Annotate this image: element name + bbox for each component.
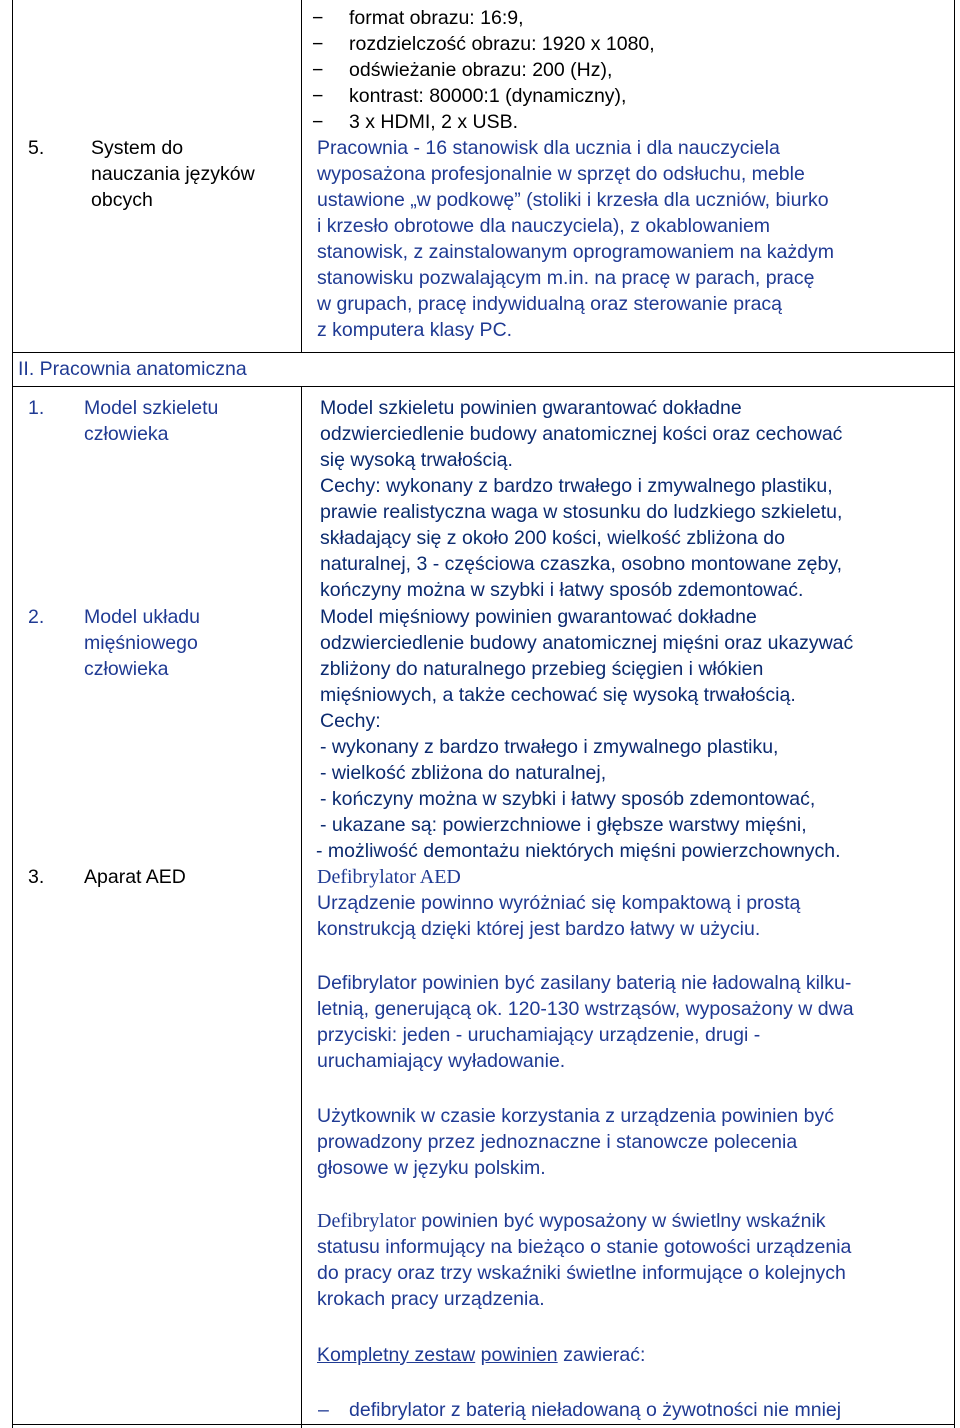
description-line: stanowisku pozwalającym m.in. na pracę w parach, pracę	[317, 267, 815, 289]
description-line: się wysoką trwałością.	[320, 449, 513, 471]
section-title: II. Pracownia anatomiczna	[18, 358, 247, 380]
description-line: statusu informujący na bieżąco o stanie gotowości urządzenia	[317, 1236, 852, 1258]
table-left-border	[12, 0, 13, 1428]
description-line: Użytkownik w czasie korzystania z urządzenia powinien być	[317, 1105, 834, 1127]
dash-bullet: −	[312, 59, 324, 81]
description-line: ustawione „w podkowę” (stoliki i krzesła dla uczniów, biurko	[317, 189, 829, 211]
spec-bullet: 3 x HDMI, 2 x USB.	[349, 111, 519, 133]
spec-bullet: odświeżanie obrazu: 200 (Hz),	[349, 59, 613, 81]
description-line	[317, 1208, 826, 1234]
row-number: 2.	[28, 606, 45, 628]
spec-bullet: format obrazu: 16:9,	[349, 7, 524, 29]
description-line: Cechy:	[320, 710, 381, 732]
description-line: i krzesło obrotowe dla nauczyciela), z okablowaniem	[317, 215, 771, 237]
description-line: głosowe w języku polskim.	[317, 1157, 546, 1179]
row-name-line: nauczania języków	[91, 163, 255, 185]
description-line: letnią, generującą ok. 120-130 wstrząsów, wyposażony w dwa	[317, 998, 854, 1020]
description-line: konstrukcją dzięki której jest bardzo łatwy w użyciu.	[317, 918, 761, 940]
kit-heading	[317, 1342, 645, 1368]
row-name: Aparat AED	[84, 866, 186, 888]
defibrylator-word: Defibrylator	[317, 1210, 416, 1232]
row-name-line: Model układu	[84, 606, 200, 628]
dash-bullet: −	[312, 33, 324, 55]
row-name-line: System do	[91, 137, 184, 159]
description-line: krokach pracy urządzenia.	[317, 1288, 545, 1310]
description-line: - kończyny można w szybki i łatwy sposób zdemontować,	[320, 788, 816, 810]
table-row-divider	[12, 386, 955, 387]
row-name-line: obcych	[91, 189, 153, 211]
description-line: Model mięśniowy powinien gwarantować dokładne	[320, 606, 757, 628]
description-line: Pracownia - 16 stanowisk dla ucznia i dla nauczyciela	[317, 137, 780, 159]
description-line: Cechy: wykonany z bardzo trwałego i zmywalnego plastiku,	[320, 475, 833, 497]
description-line: w grupach, pracę indywidualną oraz sterowanie pracą	[317, 293, 783, 315]
description-line: przyciski: jeden - uruchamiający urządzenie, drugi -	[317, 1024, 761, 1046]
description-line: prawie realistyczna waga w stosunku do ludzkiego szkieletu,	[320, 501, 843, 523]
description-line: kończyny można w szybki i łatwy sposób zdemontować.	[320, 579, 804, 601]
dash-bullet: –	[318, 1399, 329, 1421]
description-line: Defibrylator powinien być zasilany baterią nie ładowalną kilku-	[317, 972, 852, 994]
description-line: odzwierciedlenie budowy anatomicznej kości oraz cechować	[320, 423, 843, 445]
row-number: 1.	[28, 397, 45, 419]
description-line: - wielkość zbliżona do naturalnej,	[320, 762, 607, 784]
description-line: - możliwość demontażu niektórych mięśni powierzchownych.	[316, 840, 841, 862]
kit-heading-text: zawierać:	[563, 1344, 646, 1366]
description-line: z komputera klasy PC.	[317, 319, 513, 341]
row-name-line: Model szkieletu	[84, 397, 219, 419]
row-name-line: człowieka	[84, 423, 169, 445]
table-column-divider	[301, 0, 302, 352]
row-name-line: człowieka	[84, 658, 169, 680]
spec-bullet: rozdzielczość obrazu: 1920 x 1080,	[349, 33, 655, 55]
description-line: do pracy oraz trzy wskaźniki świetlne informujące o kolejnych	[317, 1262, 846, 1284]
table-row-divider	[12, 352, 955, 353]
description-line: - wykonany z bardzo trwałego i zmywalnego plastiku,	[320, 736, 779, 758]
table-row-divider	[12, 1424, 955, 1425]
kit-item: defibrylator z baterią nieładowaną o żywotności nie mniej	[349, 1399, 842, 1421]
table-column-divider	[301, 386, 302, 1428]
description-line: zbliżony do naturalnego przebieg ścięgien i włókien	[320, 658, 764, 680]
description-line: prowadzony przez jednoznaczne i stanowcze polecenia	[317, 1131, 798, 1153]
table-right-border	[954, 0, 955, 1428]
dash-bullet: −	[312, 7, 324, 29]
description-line: odzwierciedlenie budowy anatomicznej mięśni oraz ukazywać	[320, 632, 854, 654]
description-line: Model szkieletu powinien gwarantować dokładne	[320, 397, 742, 419]
description-line: mięśniowych, a także cechować się wysoką trwałością.	[320, 684, 796, 706]
spec-bullet: kontrast: 80000:1 (dynamiczny),	[349, 85, 627, 107]
description-text: powinien być wyposażony w świetlny wskaźnik	[415, 1210, 826, 1232]
dash-bullet: −	[312, 111, 324, 133]
description-line: naturalnej, 3 - częściowa czaszka, osobno montowane zęby,	[320, 553, 843, 575]
dash-bullet: −	[312, 85, 324, 107]
row-name-line: mięśniowego	[84, 632, 198, 654]
description-line: stanowisk, z zainstalowanym oprogramowaniem na każdym	[317, 241, 834, 263]
row-number: 3.	[28, 866, 45, 888]
kit-heading-underlined: powinien	[480, 1344, 558, 1366]
description-line: wyposażona profesjonalnie w sprzęt do odsłuchu, meble	[317, 163, 805, 185]
row-number: 5.	[28, 137, 45, 159]
description-line: - ukazane są: powierzchniowe i głębsze warstwy mięśni,	[320, 814, 807, 836]
description-line: Urządzenie powinno wyróżniać się kompaktową i prostą	[317, 892, 801, 914]
description-line: składający się z około 200 kości, wielkość zbliżona do	[320, 527, 785, 549]
kit-heading-underlined: Kompletny zestaw	[317, 1344, 476, 1366]
description-line: uruchamiający wyładowanie.	[317, 1050, 566, 1072]
aed-heading: Defibrylator AED	[317, 866, 461, 888]
